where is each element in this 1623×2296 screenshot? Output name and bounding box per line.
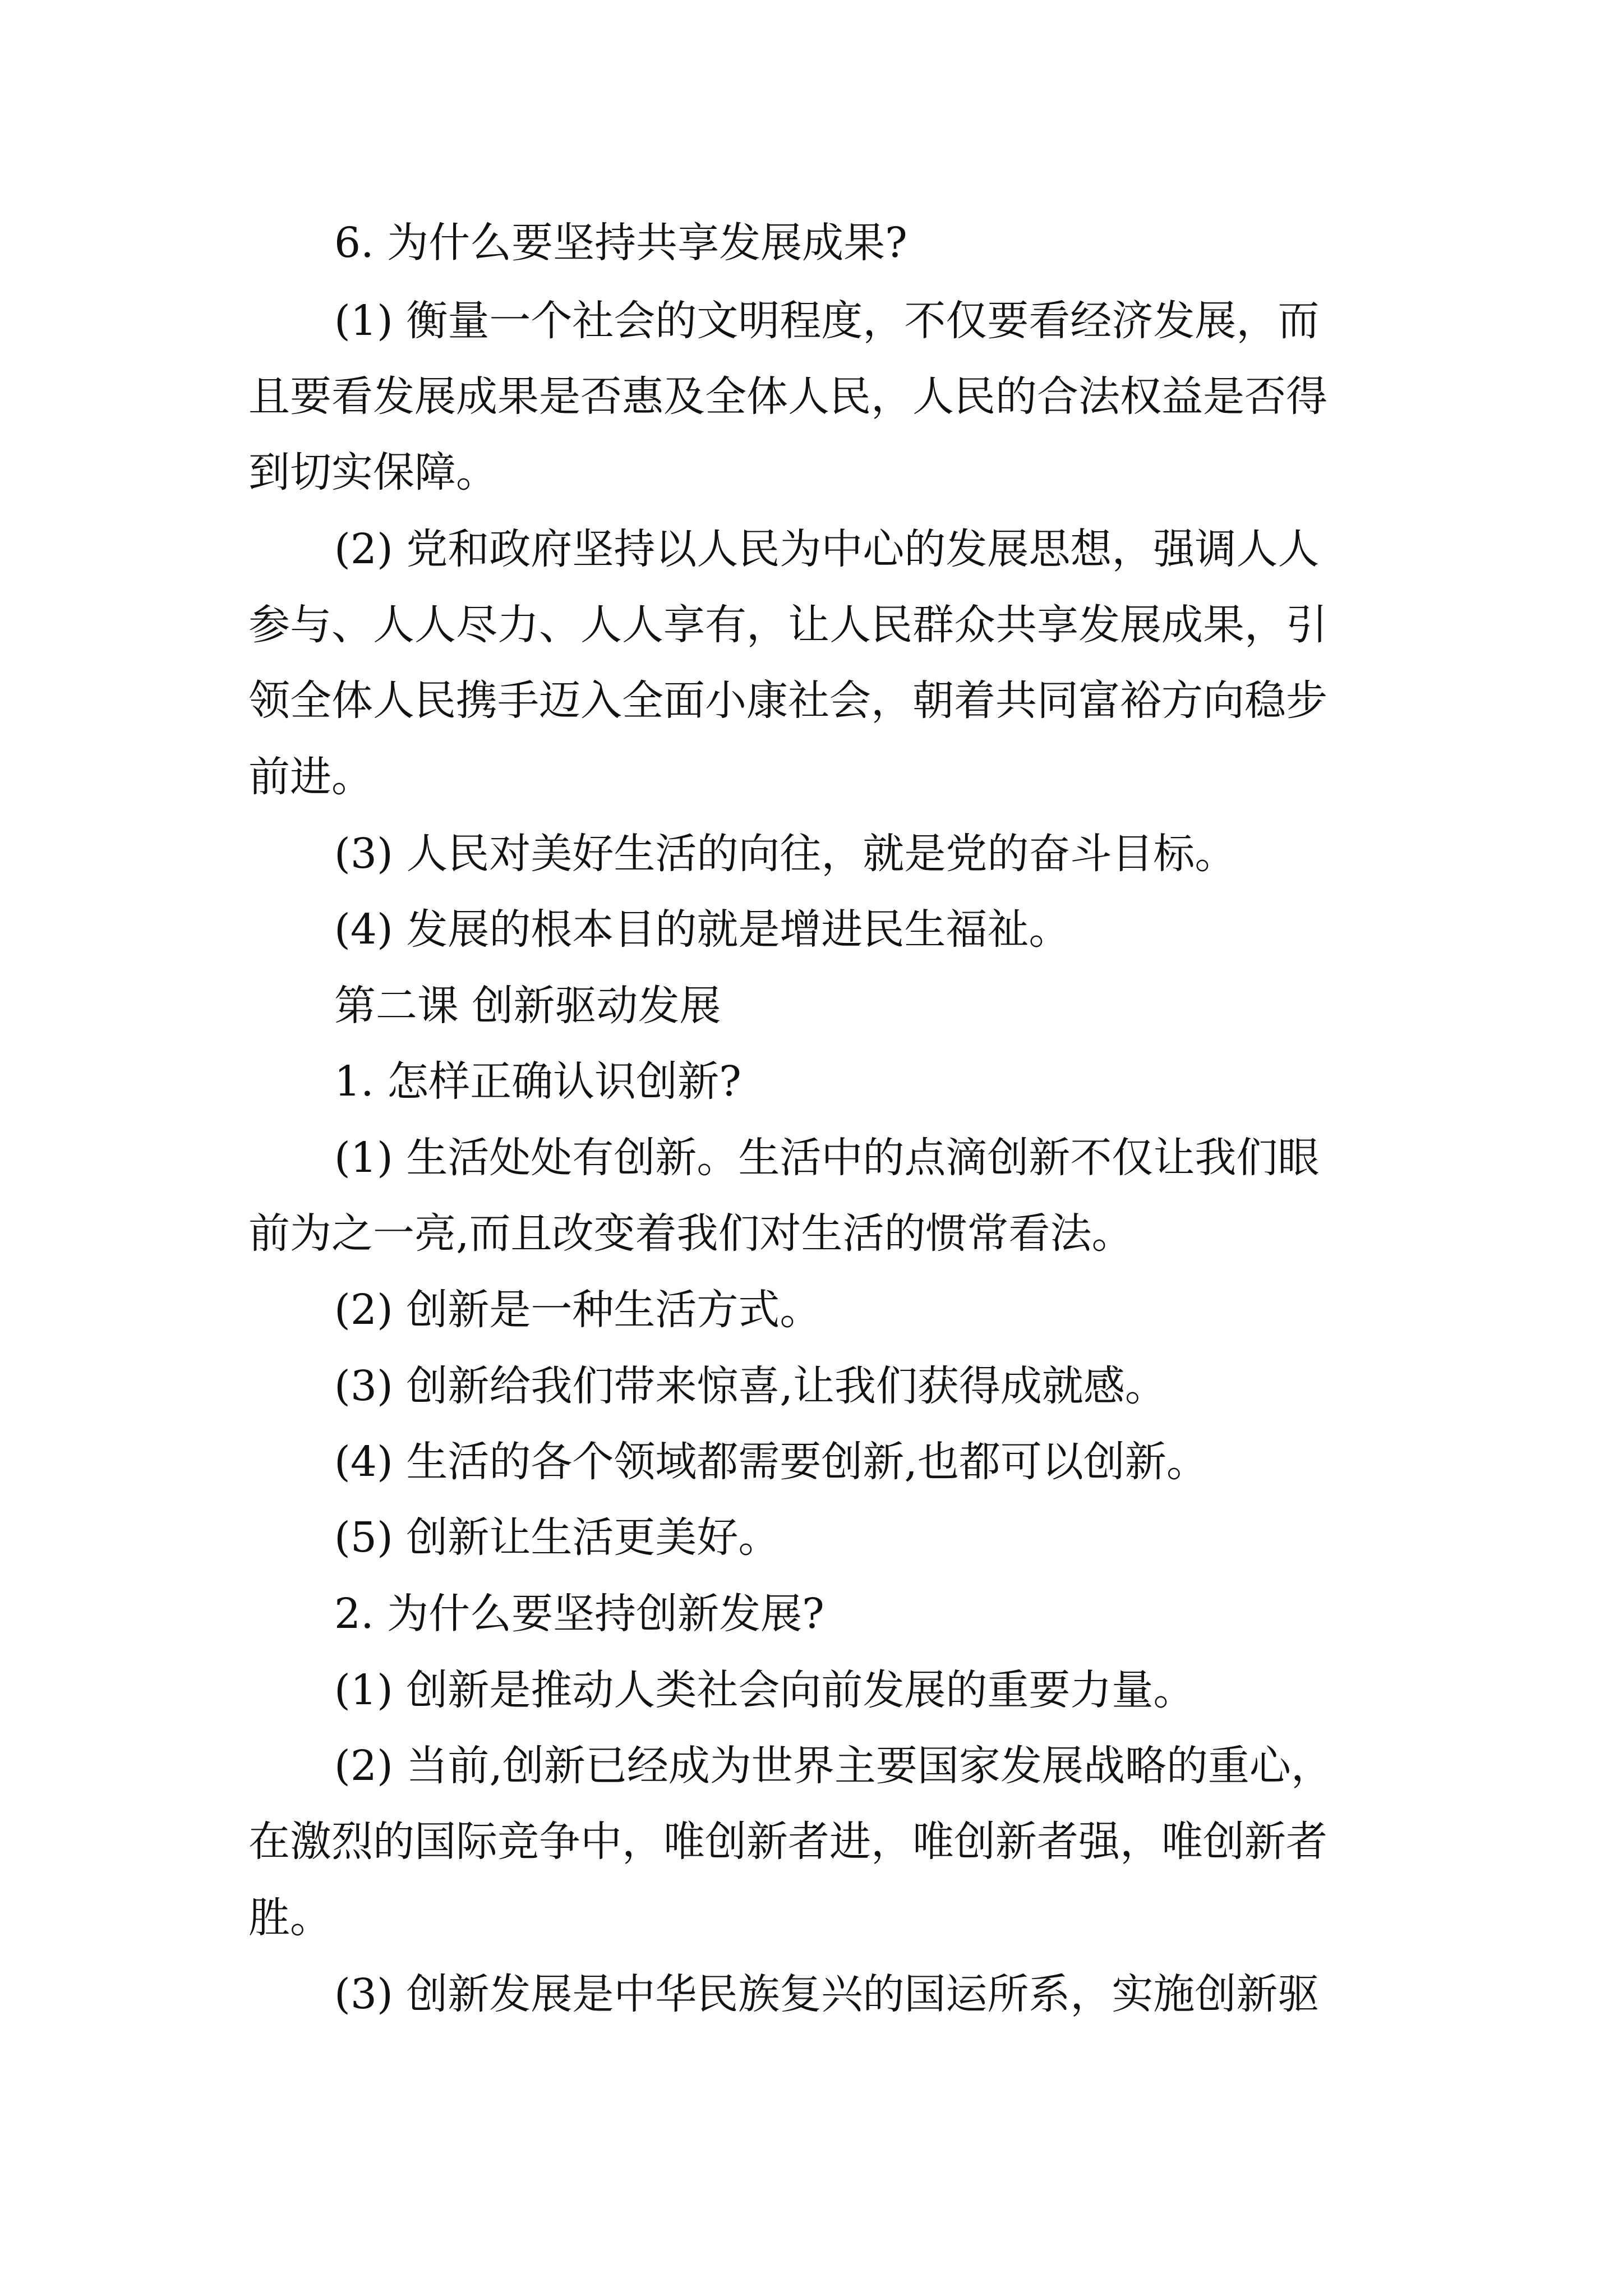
- answer-paragraph-line: 前为之一亮,而且改变着我们对生活的惯常看法。: [248, 1209, 1133, 1258]
- answer-paragraph-line: (3) 创新给我们带来惊喜,让我们获得成就感。: [334, 1362, 1166, 1410]
- answer-paragraph-line: (4) 发展的根本目的就是增进民生福祉。: [334, 905, 1071, 954]
- answer-paragraph-line: 前进。: [248, 753, 373, 801]
- answer-paragraph-line: (5) 创新让生活更美好。: [334, 1513, 780, 1562]
- question-heading-2: 2. 为什么要坚持创新发展?: [334, 1590, 824, 1638]
- answer-paragraph-line: (1) 创新是推动人类社会向前发展的重要力量。: [334, 1666, 1195, 1714]
- question-heading-6: 6. 为什么要坚持共享发展成果?: [334, 219, 907, 267]
- answer-paragraph-line: (2) 创新是一种生活方式。: [334, 1286, 822, 1334]
- answer-paragraph-line: (2) 党和政府坚持以人民为中心的发展思想，强调人人: [334, 525, 1320, 573]
- question-heading-1: 1. 怎样正确认识创新?: [334, 1057, 741, 1106]
- answer-paragraph-line: (2) 当前,创新已经成为世界主要国家发展战略的重心，: [334, 1742, 1332, 1790]
- lesson-title: 第二课 创新驱动发展: [334, 982, 721, 1030]
- answer-paragraph-line: 胜。: [248, 1894, 331, 1942]
- answer-paragraph-line: 且要看发展成果是否惠及全体人民，人民的合法权益是否得: [248, 372, 1327, 421]
- answer-paragraph-line: 在激烈的国际竞争中，唯创新者进，唯创新者强，唯创新者: [248, 1818, 1327, 1866]
- answer-paragraph-line: 参与、人人尽力、人人享有，让人民群众共享发展成果，引: [248, 601, 1327, 649]
- answer-paragraph-line: (4) 生活的各个领域都需要创新,也都可以创新。: [334, 1438, 1208, 1486]
- answer-paragraph-line: 到切实保障。: [248, 448, 497, 496]
- answer-paragraph-line: 领全体人民携手迈入全面小康社会，朝着共同富裕方向稳步: [248, 677, 1327, 725]
- answer-paragraph-line: (3) 创新发展是中华民族复兴的国运所系，实施创新驱: [334, 1970, 1320, 2018]
- answer-paragraph-line: (1) 衡量一个社会的文明程度，不仅要看经济发展，而: [334, 297, 1320, 345]
- answer-paragraph-line: (1) 生活处处有创新。生活中的点滴创新不仅让我们眼: [334, 1134, 1320, 1182]
- answer-paragraph-line: (3) 人民对美好生活的向往，就是党的奋斗目标。: [334, 830, 1237, 878]
